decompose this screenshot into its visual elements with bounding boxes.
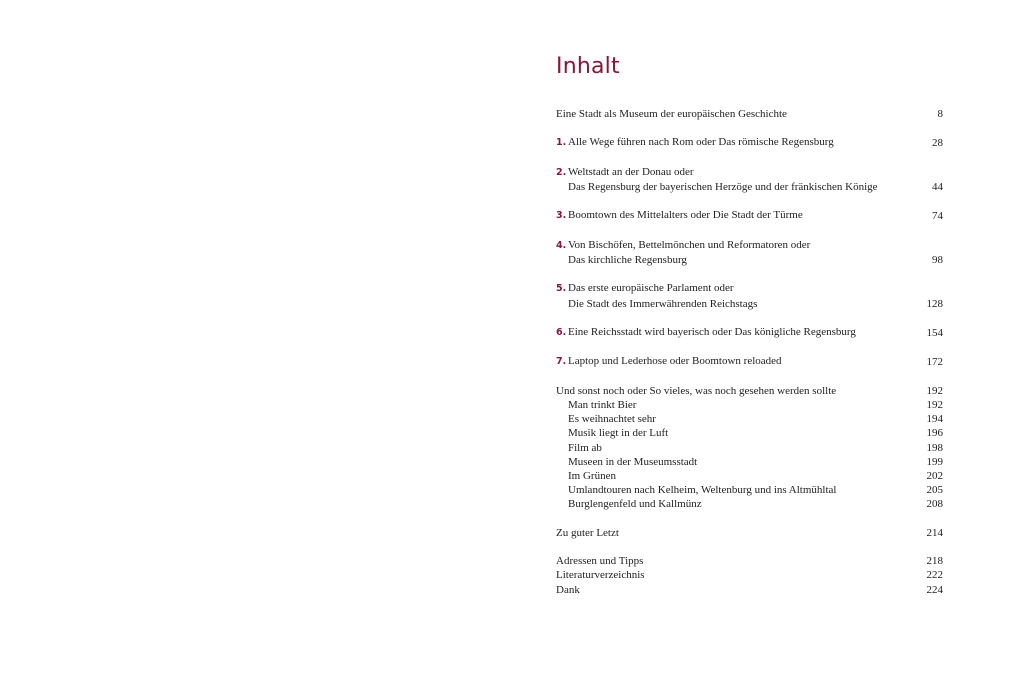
- chapter-number: 1.: [556, 137, 567, 149]
- toc-page-number: 194: [926, 413, 943, 426]
- toc-entry-text: [556, 135, 834, 150]
- toc-page-number: 192: [926, 384, 943, 397]
- toc-entry-text: Eine Stadt als Museum der europäischen Geschichte: [556, 108, 787, 120]
- chapter-number: 7.: [556, 356, 567, 368]
- toc-page-number: 8: [937, 108, 943, 120]
- toc-entry-text: [556, 165, 878, 194]
- toc-entry-text: [556, 354, 782, 369]
- toc-page-number: 44: [932, 180, 943, 193]
- toc-entry-dank[interactable]: [556, 583, 943, 597]
- toc-subentry-text: Burglengenfeld und Kallmünz: [568, 498, 702, 511]
- toc-entry-und-sonst[interactable]: [556, 384, 943, 398]
- toc-entry-chapter-2[interactable]: [556, 165, 943, 194]
- toc-entry-zu-guter-letzt[interactable]: [556, 526, 943, 540]
- toc-subentry[interactable]: [556, 455, 943, 469]
- toc-page-number: 28: [932, 137, 943, 150]
- toc-page-number: 214: [926, 526, 943, 539]
- toc-page-number: 192: [926, 398, 943, 411]
- toc-entry-text: [556, 325, 856, 340]
- toc-subentry-text: Es weihnachtet sehr: [568, 413, 656, 426]
- chapter-number: 5.: [556, 283, 567, 295]
- toc-page-number: 224: [926, 583, 943, 596]
- toc-entry-chapter-3[interactable]: [556, 208, 943, 223]
- toc-subentry-text: Musik liegt in der Luft: [568, 427, 669, 440]
- chapter-title: Eine Reichsstadt wird bayerisch oder Das königliche Regensburg: [568, 325, 856, 338]
- toc-subentry-text: Museen in der Museumsstadt: [568, 455, 698, 468]
- toc-subentry-text: Umlandtouren nach Kelheim, Weltenburg und ins Altmühltal: [568, 484, 837, 497]
- toc-page-number: 198: [926, 441, 943, 454]
- chapter-title: Alle Wege führen nach Rom oder Das römische Regensburg: [568, 136, 834, 149]
- toc-entry-chapter-5[interactable]: [556, 281, 943, 310]
- toc-entry-intro[interactable]: [556, 107, 943, 121]
- right-page: [510, 0, 1020, 692]
- toc-entry-text: Und sonst noch oder So vieles, was noch gesehen werden sollte: [556, 384, 837, 397]
- toc-subentry[interactable]: [556, 412, 943, 426]
- toc-entry-chapter-4[interactable]: [556, 238, 943, 267]
- toc-subentry-text: Im Grünen: [568, 469, 616, 482]
- toc-entry-text: [556, 238, 810, 267]
- chapter-title: Laptop und Lederhose oder Boomtown reloaded: [568, 355, 782, 368]
- chapter-title-line-2: Das Regensburg der bayerischen Herzöge und der fränkischen Könige: [568, 180, 878, 193]
- toc-entry-chapter-7[interactable]: [556, 354, 943, 369]
- toc-subentry[interactable]: [556, 426, 943, 440]
- toc-subentry-text: Film ab: [568, 441, 602, 454]
- chapter-number: 3.: [556, 210, 567, 222]
- chapter-title-line-2: Die Stadt des Immerwährenden Reichstags: [568, 297, 758, 310]
- toc-page-number: 202: [926, 469, 943, 482]
- toc-subentry[interactable]: [556, 469, 943, 483]
- table-of-contents: [556, 107, 943, 597]
- toc-entry-text: [556, 208, 803, 223]
- toc-entry-chapter-1[interactable]: [556, 135, 943, 150]
- toc-entry-text: Literaturverzeichnis: [556, 569, 645, 582]
- toc-page-number: 98: [932, 253, 943, 266]
- toc-entry-text: Adressen und Tipps: [556, 555, 644, 568]
- toc-page-number: 222: [926, 569, 943, 582]
- chapter-title-line-2: Das kirchliche Regensburg: [568, 253, 687, 266]
- page-title: Inhalt: [556, 54, 620, 79]
- toc-page-number: 199: [926, 455, 943, 468]
- chapter-number: 2.: [556, 166, 567, 178]
- toc-page-number: 218: [926, 555, 943, 568]
- toc-page-number: 154: [926, 326, 943, 339]
- chapter-title-line-1: Von Bischöfen, Bettelmönchen und Reformatoren oder: [568, 238, 811, 251]
- toc-entry-text: [556, 281, 757, 310]
- chapter-title-line-1: Weltstadt an der Donau oder: [568, 165, 694, 178]
- toc-subentry[interactable]: [556, 441, 943, 455]
- toc-subentry[interactable]: [556, 483, 943, 497]
- toc-entry-text: Dank: [556, 583, 580, 596]
- toc-page-number: 128: [926, 297, 943, 310]
- toc-page-number: 74: [932, 210, 943, 223]
- toc-entry-literatur[interactable]: [556, 568, 943, 582]
- toc-entry-adressen[interactable]: [556, 554, 943, 568]
- chapter-number: 6.: [556, 326, 567, 338]
- toc-page-number: 208: [926, 498, 943, 511]
- chapter-number: 4.: [556, 239, 567, 251]
- toc-page-number: 196: [926, 427, 943, 440]
- toc-subentry-text: Man trinkt Bier: [568, 398, 637, 411]
- toc-entry-text: Zu guter Letzt: [556, 526, 619, 539]
- chapter-title-line-1: Das erste europäische Parlament oder: [568, 282, 734, 295]
- toc-entry-chapter-6[interactable]: [556, 325, 943, 340]
- toc-page-number: 205: [926, 484, 943, 497]
- toc-page-number: 172: [926, 356, 943, 369]
- toc-subentry[interactable]: [556, 398, 943, 412]
- chapter-title: Boomtown des Mittelalters oder Die Stadt der Türme: [568, 209, 803, 222]
- toc-subentry[interactable]: [556, 497, 943, 511]
